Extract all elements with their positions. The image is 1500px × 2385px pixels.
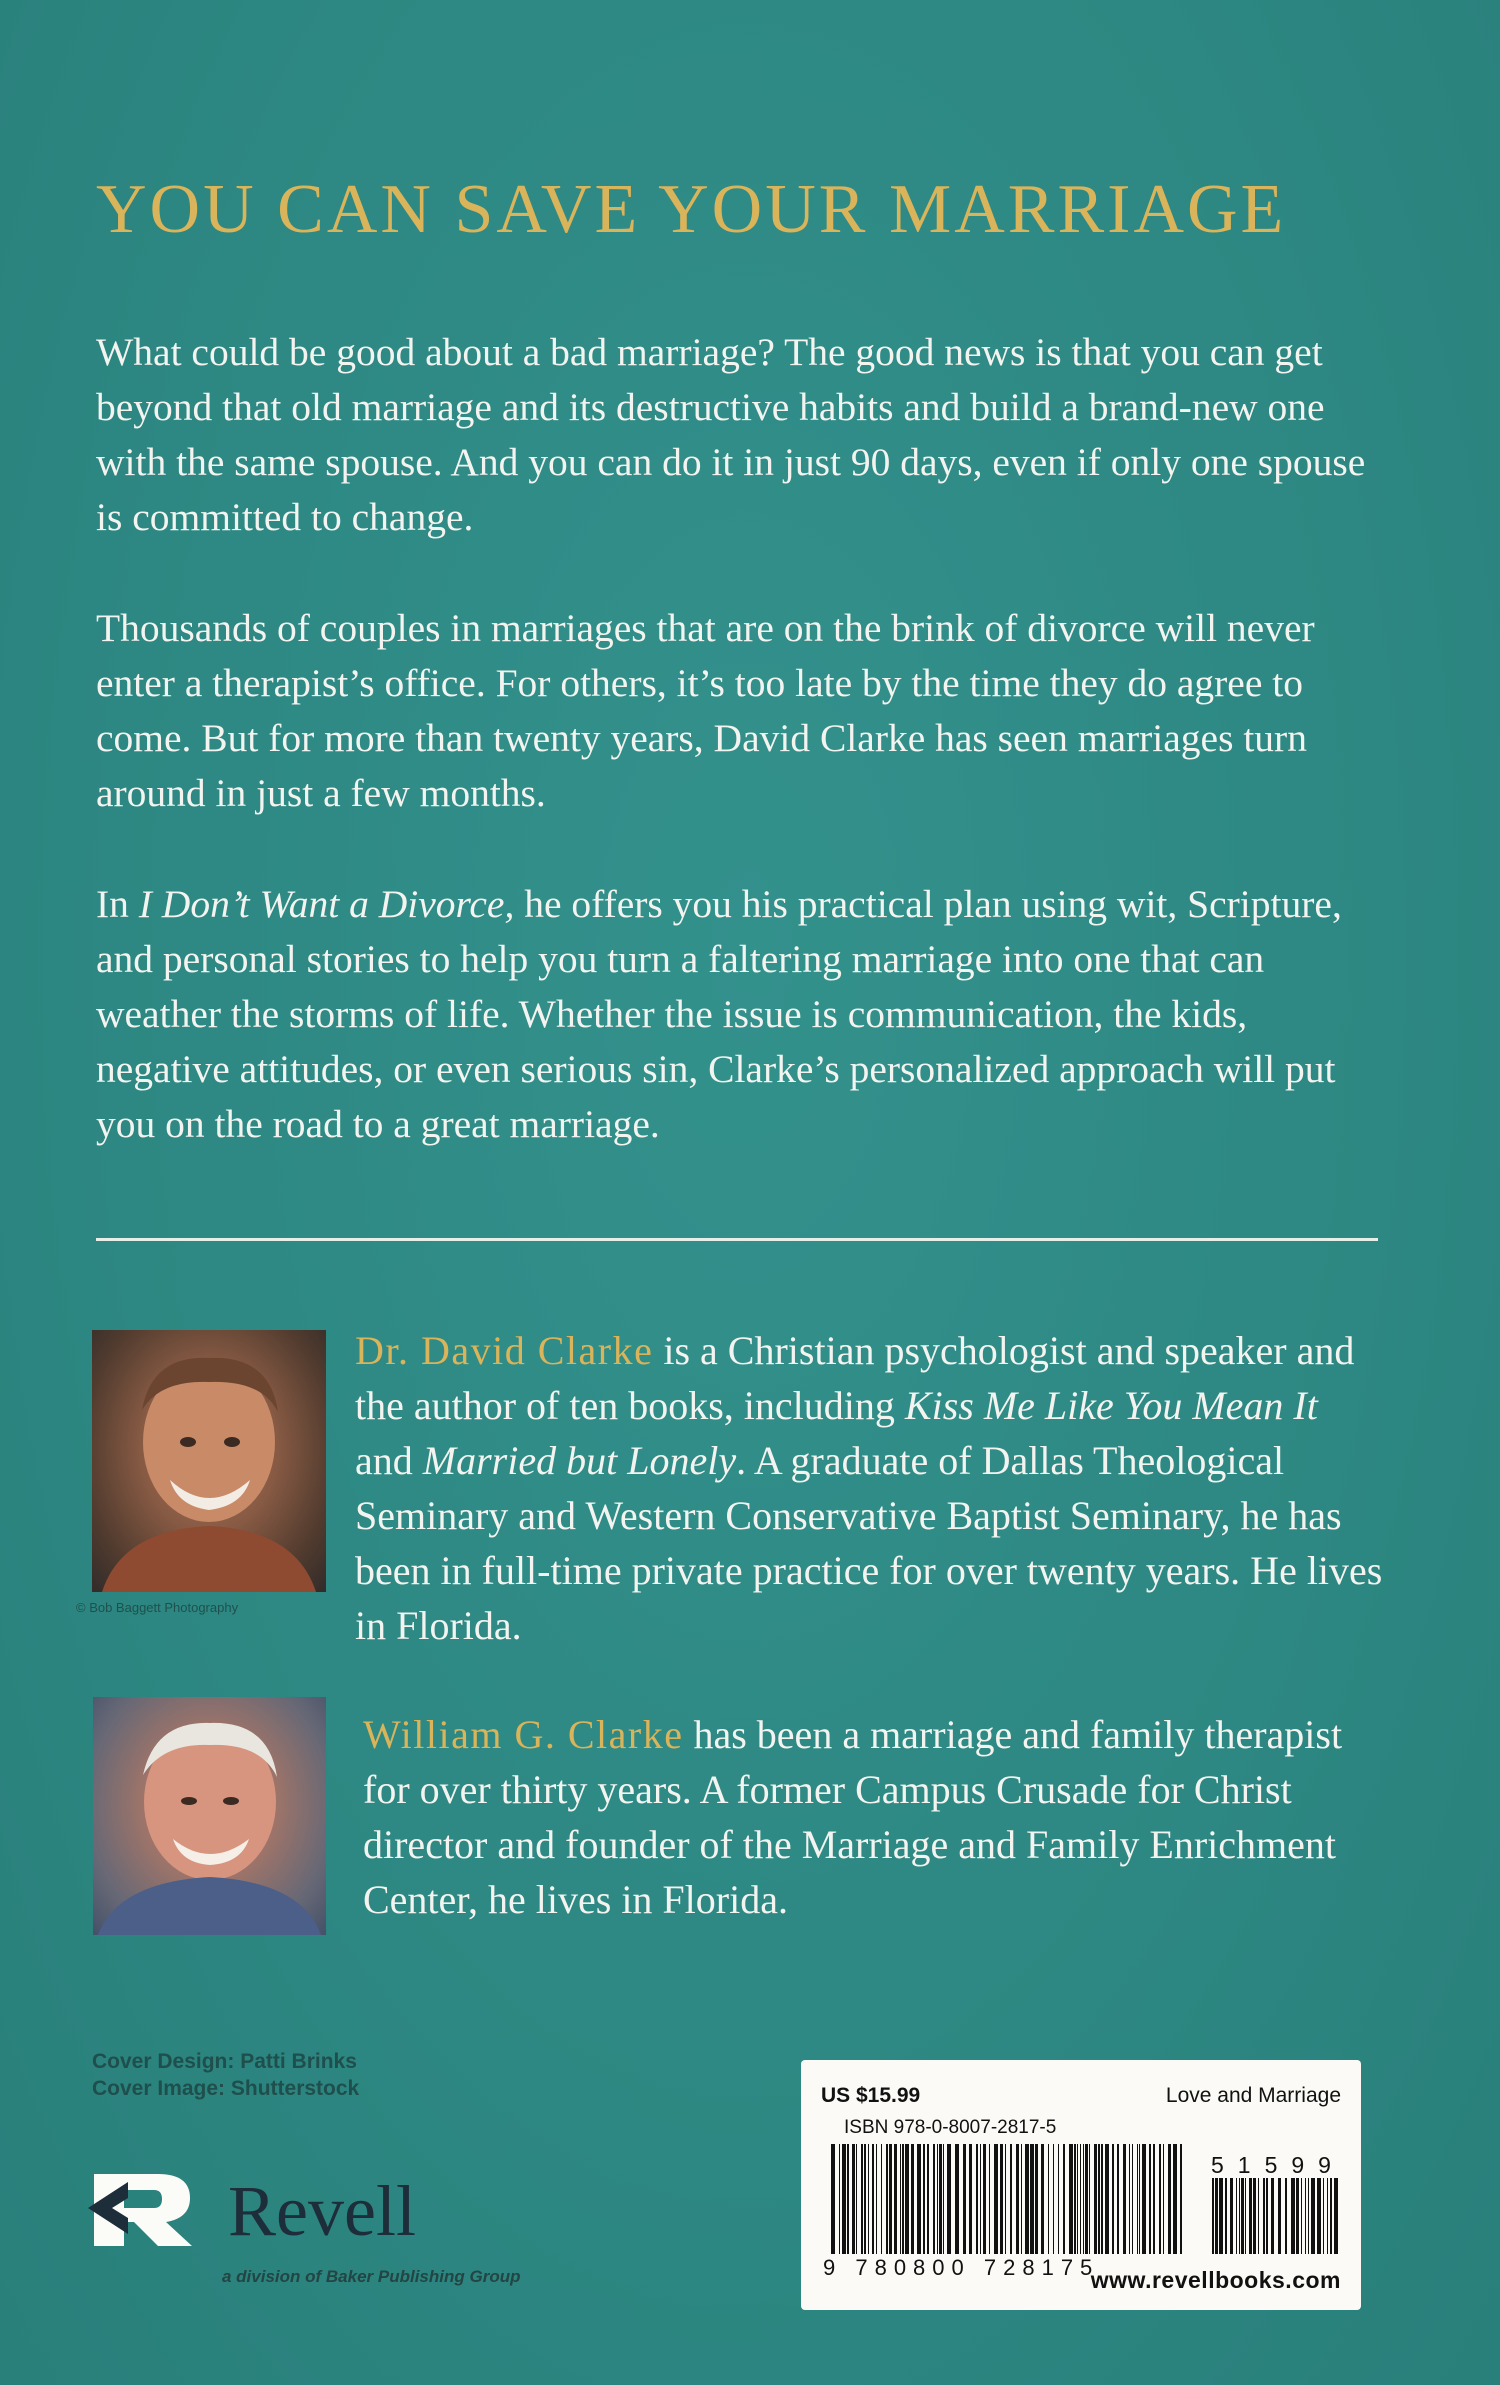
- bio-text-b: and: [355, 1438, 423, 1483]
- barcode-bar: [1258, 2178, 1259, 2254]
- barcode-bar: [1236, 2178, 1237, 2254]
- barcode-bar: [856, 2144, 857, 2254]
- bio-text-c: . A graduate of Dallas Theological Seminary and Western Conservative Baptist Seminary, he has been in full-time private practice for over twenty years. He lives in Florida.: [355, 1438, 1383, 1648]
- author-name-william: William G. Clarke: [363, 1712, 684, 1757]
- barcode-bar: [1098, 2144, 1100, 2254]
- barcode-bar: [1123, 2144, 1126, 2254]
- barcode-bar: [1241, 2178, 1244, 2254]
- barcode-bar: [911, 2144, 914, 2254]
- barcode-bar: [905, 2144, 909, 2254]
- barcode-bar: [1330, 2178, 1332, 2254]
- website-url: www.revellbooks.com: [1090, 2267, 1341, 2293]
- barcode-bar: [1035, 2144, 1038, 2254]
- price-barcode: [1210, 2178, 1340, 2254]
- barcode-bar: [881, 2144, 882, 2254]
- barcode-bar: [1168, 2144, 1171, 2254]
- barcode-bar: [917, 2144, 921, 2254]
- headline: YOU CAN SAVE YOUR MARRIAGE: [96, 171, 1287, 248]
- barcode-bar: [1305, 2178, 1306, 2254]
- barcode-bar: [1117, 2144, 1119, 2254]
- revell-logo-icon: [88, 2168, 198, 2248]
- book-title-kiss-me: Kiss Me Like You Mean It: [904, 1383, 1318, 1428]
- barcode-bar: [876, 2144, 877, 2254]
- barcode-bar: [1253, 2178, 1256, 2254]
- barcode-bar: [1030, 2144, 1034, 2254]
- publisher-name: Revell: [228, 2171, 416, 2251]
- barcode-bar: [1163, 2144, 1164, 2254]
- barcode-bar: [1132, 2144, 1133, 2254]
- barcode-bar: [839, 2144, 840, 2254]
- barcode-bar: [889, 2144, 892, 2254]
- barcode-bar: [1077, 2144, 1078, 2254]
- divider: [96, 1238, 1378, 1241]
- barcode-bar: [1285, 2178, 1287, 2254]
- price: US $15.99: [821, 2084, 921, 2107]
- publisher-division: a division of Baker Publishing Group: [222, 2267, 521, 2286]
- portrait-illustration: [93, 1697, 326, 1935]
- barcode-bar: [1296, 2178, 1299, 2254]
- barcode-bar: [1010, 2144, 1012, 2254]
- barcode-bar: [1016, 2144, 1019, 2254]
- author-photo-david: [92, 1330, 326, 1592]
- barcode-bar: [1063, 2144, 1065, 2254]
- category: Love and Marriage: [1165, 2084, 1341, 2107]
- barcode-bar: [1058, 2144, 1059, 2254]
- barcode-bar: [1278, 2178, 1281, 2254]
- barcode-bar: [927, 2144, 929, 2254]
- barcode-bar: [1249, 2178, 1252, 2254]
- barcode-bar: [923, 2144, 925, 2254]
- barcode-bar: [937, 2144, 938, 2254]
- barcode-bar: [1129, 2144, 1130, 2254]
- barcode-bar: [983, 2144, 986, 2254]
- barcode-bar: [1069, 2144, 1073, 2254]
- barcode-bar: [1025, 2144, 1029, 2254]
- barcode-bar: [1291, 2178, 1295, 2254]
- barcode-bar: [1180, 2144, 1182, 2254]
- blurb-paragraph-2: Thousands of couples in marriages that are on the brink of divorce will never enter a therapist’s office. For others, it’s too late by the time they do agree to come. But for more than twenty years, David Clarke has seen marriages turn around in just a few months.: [96, 606, 1315, 815]
- barcode-bar: [947, 2144, 951, 2254]
- barcode-bar: [1301, 2178, 1302, 2254]
- barcode-bar: [1149, 2144, 1151, 2254]
- barcode-bar: [894, 2144, 897, 2254]
- barcode-bar: [939, 2144, 942, 2254]
- book-title-married-but-lonely: Married but Lonely: [422, 1438, 737, 1483]
- photo-credit: © Bob Baggett Photography: [76, 1600, 239, 1615]
- barcode-bar: [1311, 2178, 1315, 2254]
- barcode-bar: [1094, 2144, 1097, 2254]
- barcode-bar: [868, 2144, 869, 2254]
- barcode-bar: [864, 2144, 866, 2254]
- barcode-bar: [1159, 2144, 1161, 2254]
- author-name-david: Dr. David Clarke: [355, 1328, 654, 1373]
- barcode-bar: [1041, 2144, 1044, 2254]
- barcode-bar: [1173, 2144, 1177, 2254]
- barcode-bar: [1142, 2144, 1146, 2254]
- barcode-bar: [1005, 2144, 1006, 2254]
- barcode-bar: [1225, 2178, 1227, 2254]
- barcode-bar: [1137, 2144, 1138, 2254]
- barcode-bar: [969, 2144, 972, 2254]
- barcode-bar: [1230, 2178, 1233, 2254]
- barcode-bar: [933, 2144, 935, 2254]
- barcode-bar: [1215, 2178, 1218, 2254]
- blurb-paragraph-1: What could be good about a bad marriage? The good news is that you can get beyond that old marriage and its destructive habits and build a brand-new one with the same spouse. And you can do it in just 90 days, even if only one spouse is committed to change.: [96, 330, 1366, 539]
- cover-image-credit: Cover Image: Shutterstock: [92, 2077, 360, 2100]
- barcode-bar: [1053, 2144, 1054, 2254]
- barcode-bar: [1266, 2178, 1268, 2254]
- barcode-bar: [861, 2144, 863, 2254]
- barcode-bar: [1139, 2144, 1140, 2254]
- author-bio-william: [363, 1707, 1363, 1927]
- barcode-bar: [852, 2144, 855, 2254]
- barcode-bar: [1112, 2144, 1114, 2254]
- bio-text: has been a marriage and family therapist for over thirty years. A former Campus Crusade for Christ director and founder of the Marriage and Family Enrichment Center, he lives in Florida.: [363, 1712, 1343, 1922]
- barcode-bar: [886, 2144, 888, 2254]
- barcode-bar: [1327, 2178, 1328, 2254]
- cover-design-credit: Cover Design: Patti Brinks: [92, 2050, 357, 2073]
- barcode-bar: [1239, 2178, 1240, 2254]
- barcode-bar: [1245, 2178, 1246, 2254]
- barcode-bar: [976, 2144, 978, 2254]
- barcode-bar: [943, 2144, 944, 2254]
- barcode-bar: [1021, 2144, 1022, 2254]
- barcode-bar: [1048, 2144, 1049, 2254]
- barcode-bar: [980, 2144, 981, 2254]
- barcode-bar: [847, 2144, 849, 2254]
- barcode-bar: [1323, 2178, 1324, 2254]
- barcode-bar: [955, 2144, 959, 2254]
- author-photo-william: [93, 1697, 326, 1935]
- blurb-p3-lead: In: [96, 882, 139, 926]
- barcode-bar: [1308, 2178, 1309, 2254]
- barcode-bar: [1101, 2144, 1103, 2254]
- price-code: 51599: [1211, 2152, 1345, 2178]
- barcode-bar: [1089, 2144, 1090, 2254]
- isbn: ISBN 978-0-8007-2817-5: [844, 2117, 1057, 2138]
- barcode-bar: [1334, 2178, 1338, 2254]
- barcode-bar: [1317, 2178, 1321, 2254]
- barcode-bar: [1219, 2178, 1223, 2254]
- barcode-bar: [1212, 2178, 1214, 2254]
- barcode-bar: [1000, 2144, 1003, 2254]
- book-title: I Don’t Want a Divorce,: [138, 882, 515, 926]
- barcode-bar: [1271, 2178, 1274, 2254]
- barcode-bar: [989, 2144, 990, 2254]
- barcode-bar: [1105, 2144, 1109, 2254]
- barcode-digits: 9 780800 728175: [823, 2255, 1100, 2280]
- barcode-bar: [1263, 2178, 1265, 2254]
- barcode-bar: [842, 2144, 846, 2254]
- barcode-bar: [902, 2144, 904, 2254]
- blurb-p3-body: he offers you his practical plan using wit, Scripture, and personal stories to help you turn a faltering marriage into one that can weather the storms of life. Whether the issue is communication, the kids, negative attitudes, or even serious sin, Clarke’s personalized approach will put you on the road to a great marriage.: [96, 882, 1342, 1146]
- portrait-illustration: [92, 1330, 326, 1592]
- barcode-bar: [1074, 2144, 1076, 2254]
- barcode-bar: [900, 2144, 901, 2254]
- barcode-bar: [963, 2144, 966, 2254]
- barcode-bar: [831, 2144, 835, 2254]
- barcode-bar: [1083, 2144, 1084, 2254]
- bio-text-a: is a Christian psychologist and speaker and the author of ten books, including: [355, 1328, 1355, 1428]
- barcode-bar: [872, 2144, 874, 2254]
- barcode-label: [801, 2060, 1361, 2310]
- isbn-barcode: [829, 2144, 1189, 2254]
- barcode-bar: [1085, 2144, 1088, 2254]
- blurb-paragraph-3: [96, 877, 1386, 1152]
- barcode-bar: [1153, 2144, 1155, 2254]
- barcode-bar: [1080, 2144, 1081, 2254]
- author-bio-david: [355, 1323, 1385, 1653]
- barcode-bar: [994, 2144, 998, 2254]
